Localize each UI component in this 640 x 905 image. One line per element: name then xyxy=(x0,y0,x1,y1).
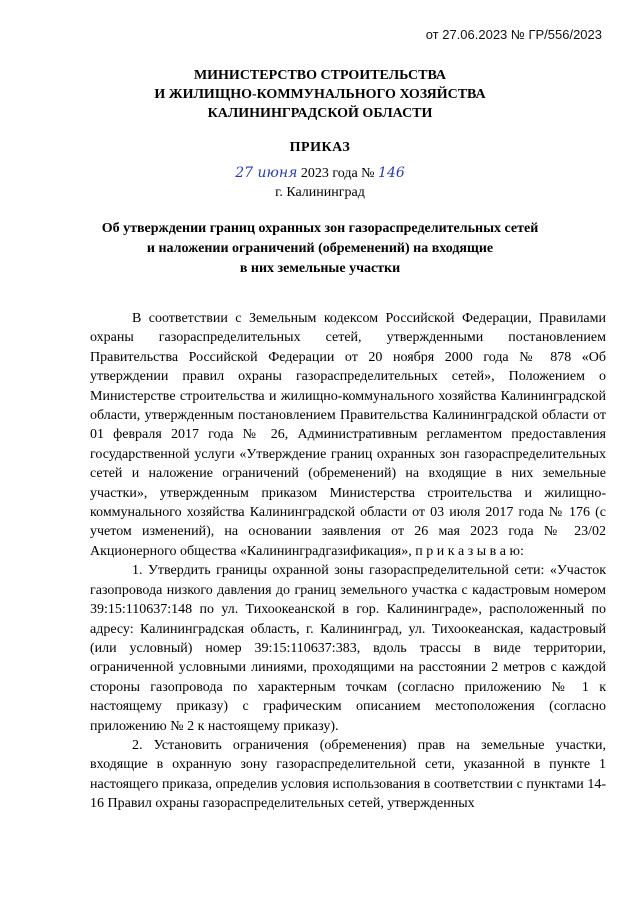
order-title: ПРИКАЗ xyxy=(289,140,351,155)
subject-line-3: в них земельные участки xyxy=(239,261,401,276)
handwritten-date: 27 июня xyxy=(235,165,298,181)
handwritten-number: 146 xyxy=(378,165,405,181)
ministry-header xyxy=(0,66,640,123)
order-year-text: 2023 года № xyxy=(300,166,375,181)
order-city: г. Калининград xyxy=(275,185,365,200)
ministry-line-2: И ЖИЛИЩНО-КОММУНАЛЬНОГО ХОЗЯЙСТВА xyxy=(154,87,486,102)
order-dateline xyxy=(0,165,640,182)
ministry-line-1: МИНИСТЕРСТВО СТРОИТЕЛЬСТВА xyxy=(193,68,447,83)
preamble-paragraph: В соответствии с Земельным кодексом Российской Федерации, Правилами охраны газораспределительных сетей, утвержденными постановлением Правительства Российской Федерации от 20 ноября 2000 года № 878 «Об утверждении правил охраны газораспределительных сетей», Положением о Министерстве строительства и жилищно-коммунального хозяйства Калининградской области, утвержденным постановлением Правительства Калининградской области от 01 февраля 2017 года № 26, Административным регламентом предоставления государственной услуги «Утверждение границ охранных зон газораспределительных сетей и наложение ограничений (обременений) на входящие в них земельные участки», утвержденным приказом Министерства строительства и жилищно-коммунального хозяйства Калининградской области от 03 июля 2017 года № 176 (с учетом изменений), на основании заявления от 26 мая 2023 года № 23/02 Акционерного общества «Калининградгазификация», п р и к а з ы в а ю: xyxy=(90,311,606,559)
registration-stamp: от 27.06.2023 № ГР/556/2023 xyxy=(425,27,602,42)
ministry-line-3: КАЛИНИНГРАДСКОЙ ОБЛАСТИ xyxy=(207,106,433,121)
order-subject xyxy=(60,219,580,279)
subject-line-2: и наложении ограничений (обременений) на входящие xyxy=(146,241,494,256)
clause-2-paragraph: 2. Установить ограничения (обременения) прав на земельные участки, входящие в охранную зону газораспределительной сети, указанной в пункте 1 настоящего приказа, определив условия использования в соответствии с пунктами 14-16 Правил охраны газораспределительных сетей, утвержденных xyxy=(90,737,606,812)
subject-line-1: Об утверждении границ охранных зон газораспределительных сетей xyxy=(101,221,539,236)
order-body xyxy=(90,309,606,814)
clause-1-paragraph: 1. Утвердить границы охранной зоны газораспределительной сети: «Участок газопровода низкого давления до границ земельного участка с кадастровым номером 39:15:110637:148 по ул. Тихоокеанской в гор. Калининграде», расположенный по адресу: Калининградская область, г. Калининград, ул. Тихоокеанская, кадастровый (или условный) номер 39:15:110637:383, вдоль трассы в виде территории, ограниченной условными линиями, проходящими на расстоянии 2 метров с каждой стороны газопровода по характерным точкам (согласно приложению № 1 к настоящему приказу) с графическим описанием местоположения (согласно приложению № 2 к настоящему приказу). xyxy=(90,563,606,734)
